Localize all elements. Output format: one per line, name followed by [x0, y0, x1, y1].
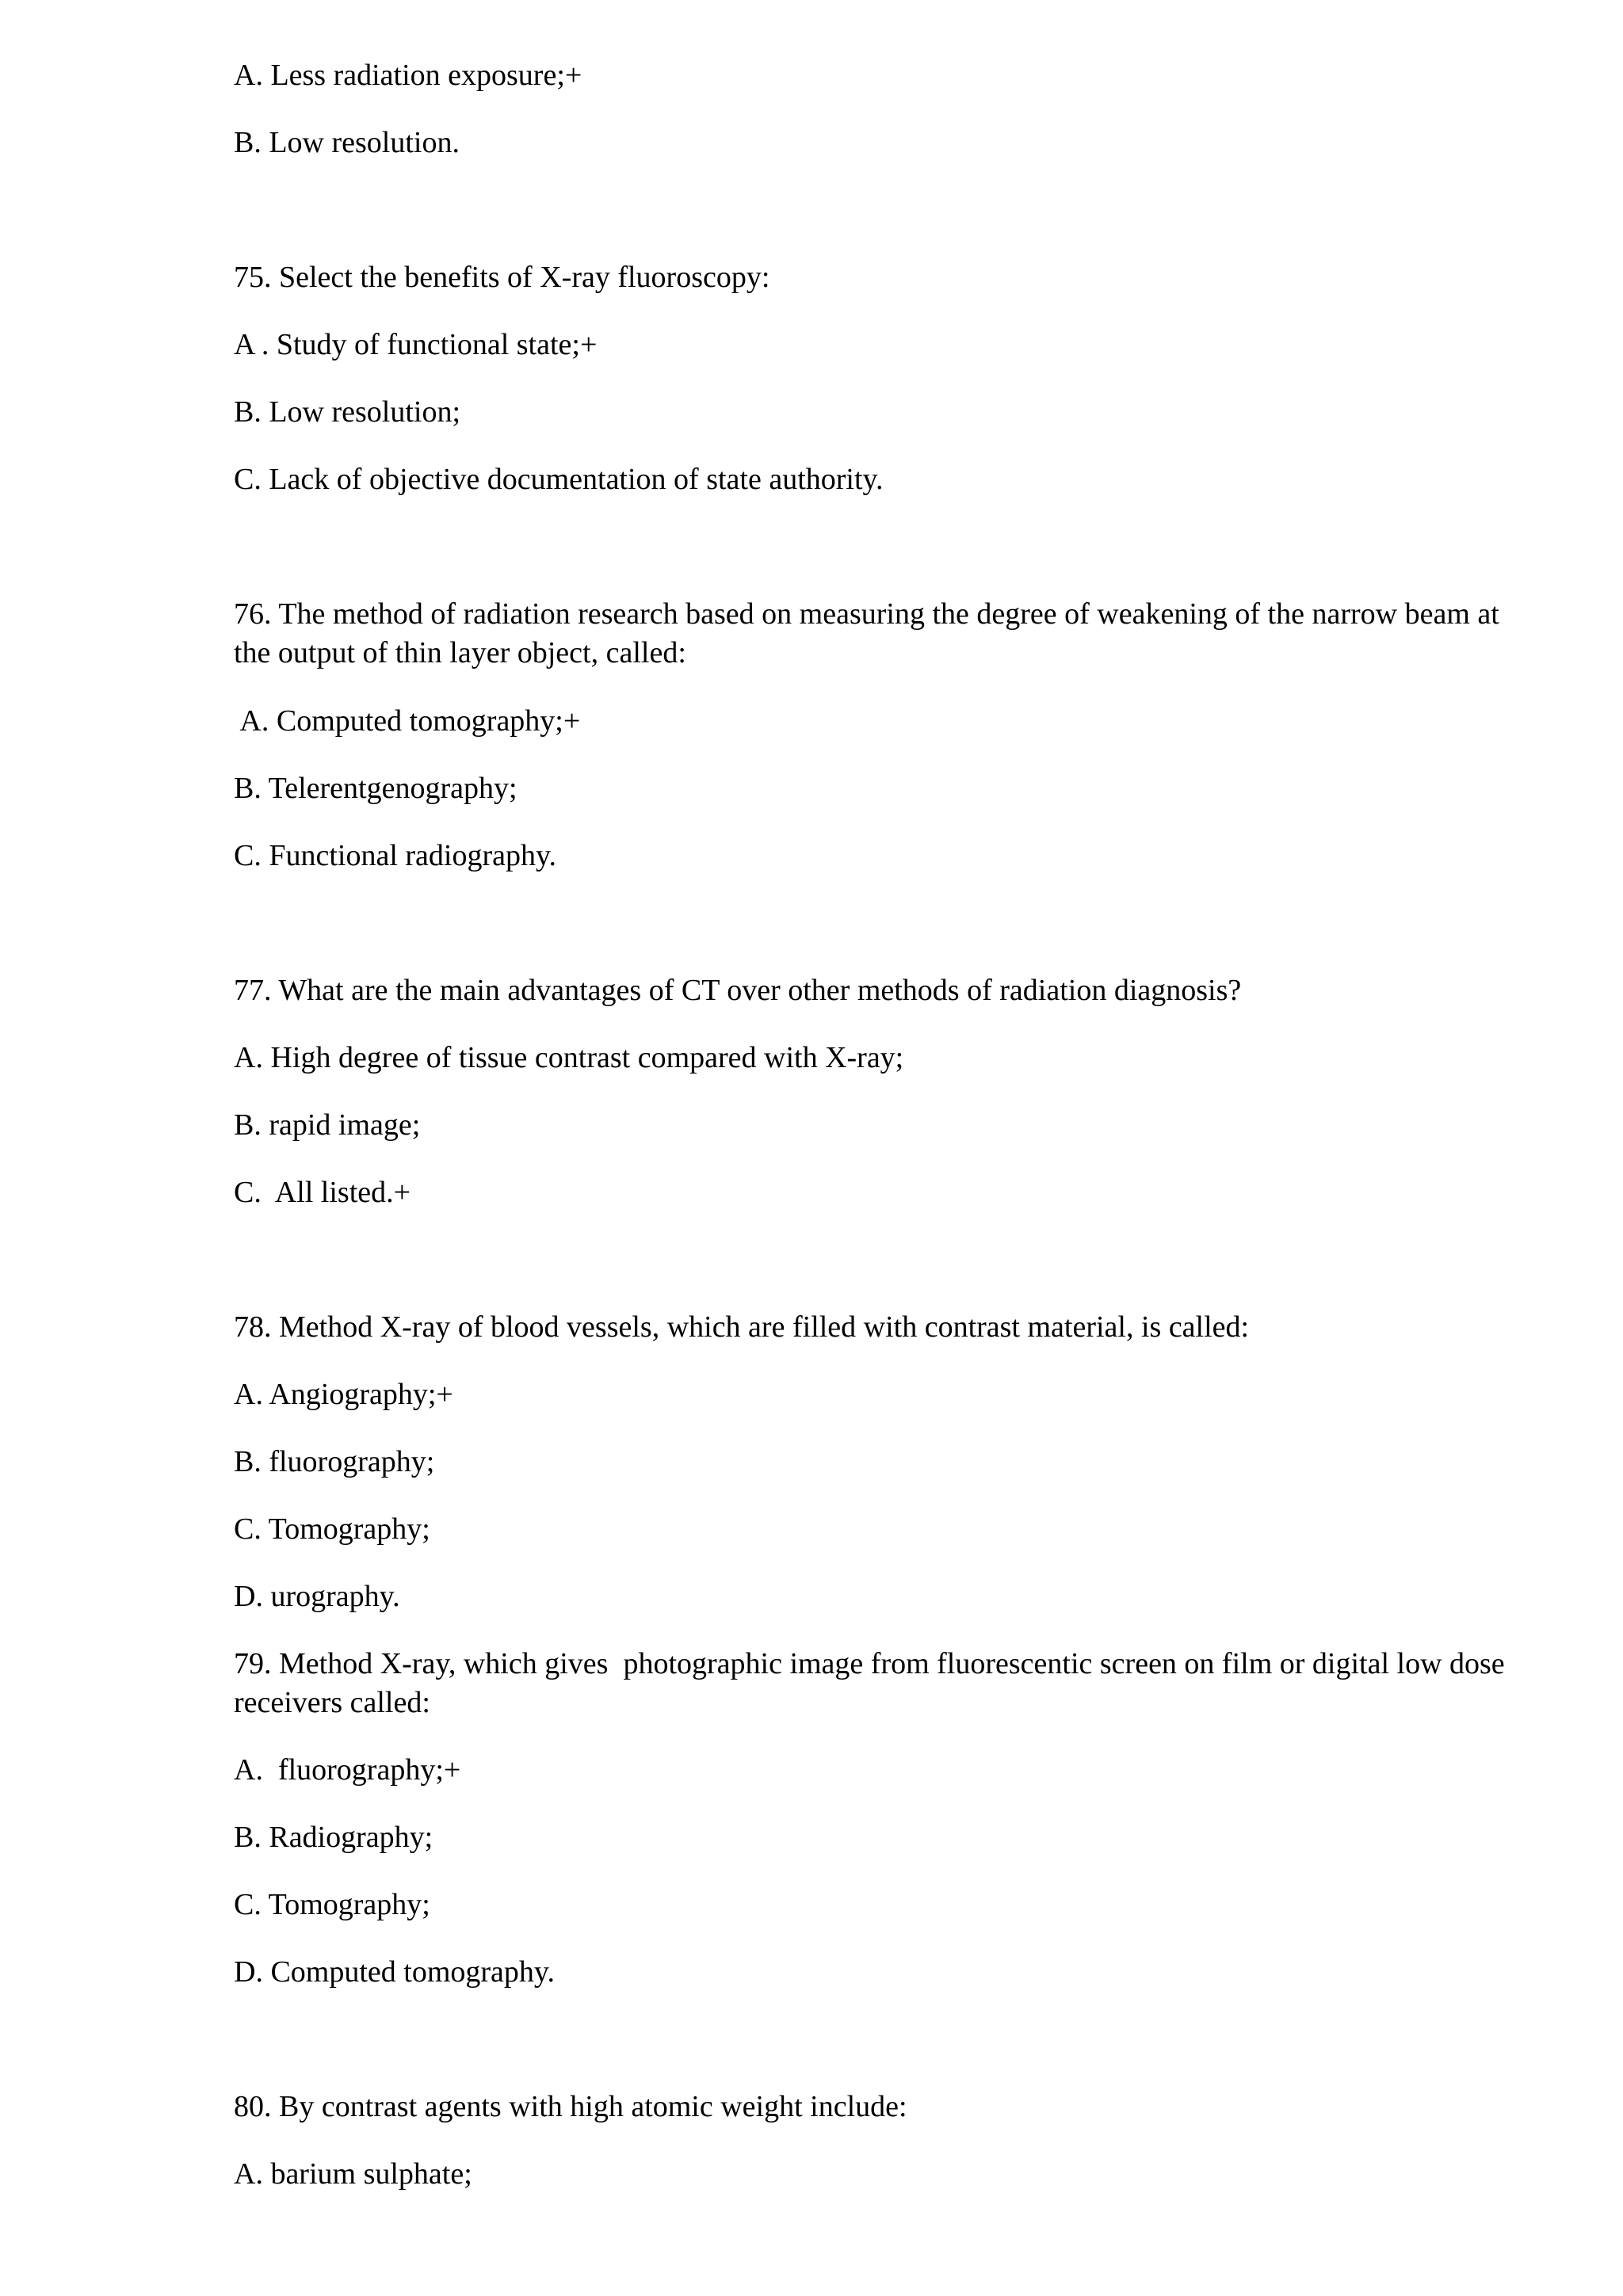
q79-option-c: C. Tomography; — [234, 1888, 430, 1921]
q78-option-d: D. urography. — [234, 1580, 400, 1613]
q75-option-b: B. Low resolution; — [234, 395, 461, 429]
q76-question-line-1: 76. The method of radiation research based on measuring the degree of weakening of the narrow beam at — [234, 597, 1499, 631]
q78-option-a: A. Angiography;+ — [234, 1378, 453, 1411]
q79-question-line-2: receivers called: — [234, 1686, 430, 1719]
q79-question-line-1: 79. Method X-ray, which gives photographic image from fluorescentic screen on film or digital low dose — [234, 1647, 1505, 1680]
q76-question-line-2: the output of thin layer object, called: — [234, 636, 686, 669]
q77-question: 77. What are the main advantages of CT over other methods of radiation diagnosis? — [234, 974, 1242, 1007]
q79-option-b: B. Radiography; — [234, 1821, 433, 1854]
q78-option-b: B. fluorography; — [234, 1445, 435, 1478]
q77-option-c: C. All listed.+ — [234, 1176, 411, 1209]
q79-option-d: D. Computed tomography. — [234, 1955, 555, 1989]
q78-question: 78. Method X-ray of blood vessels, which are filled with contrast material, is called: — [234, 1310, 1250, 1344]
q75-question: 75. Select the benefits of X-ray fluoroscopy: — [234, 261, 770, 294]
q76-option-b: B. Telerentgenography; — [234, 772, 517, 805]
q80-option-a: A. barium sulphate; — [234, 2157, 472, 2191]
q76-option-c: C. Functional radiography. — [234, 839, 557, 872]
q76-option-a: A. Computed tomography;+ — [234, 704, 581, 738]
q80-question: 80. By contrast agents with high atomic weight include: — [234, 2090, 907, 2123]
q74-option-a: A. Less radiation exposure;+ — [234, 59, 582, 92]
q77-option-b: B. rapid image; — [234, 1108, 421, 1142]
q77-option-a: A. High degree of tissue contrast compared with X-ray; — [234, 1041, 904, 1074]
q79-option-a: A. fluorography;+ — [234, 1753, 461, 1787]
q75-option-a: A . Study of functional state;+ — [234, 328, 598, 361]
q75-option-c: C. Lack of objective documentation of state authority. — [234, 463, 884, 496]
q78-option-c: C. Tomography; — [234, 1512, 430, 1546]
q74-option-b: B. Low resolution. — [234, 126, 460, 159]
